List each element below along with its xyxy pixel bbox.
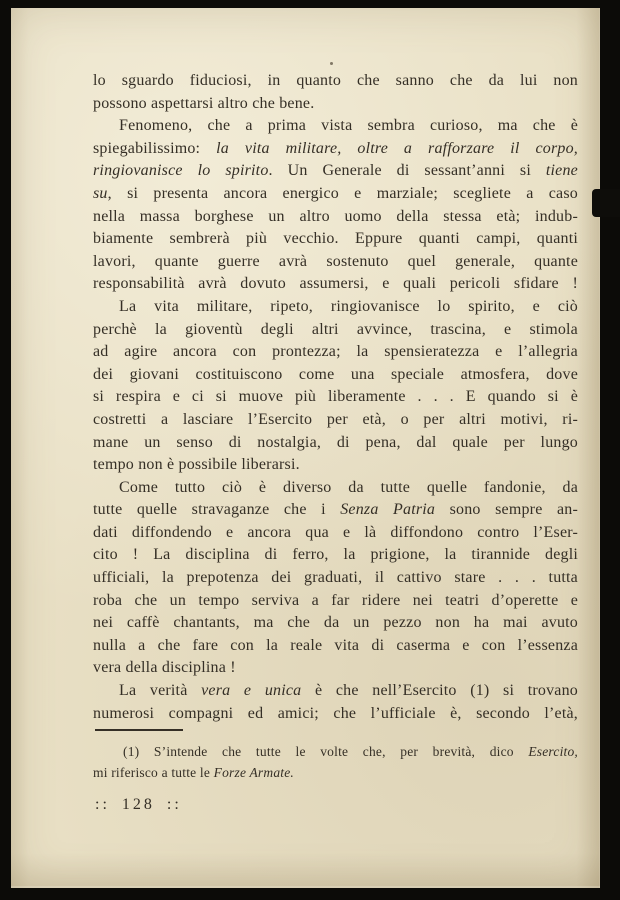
text-line [93,432,578,455]
text-line [93,409,578,432]
text-segment: è che nell’Esercito (1) si trovano [301,682,578,700]
text-segment: La verità [119,682,202,700]
text-segment: tempo non è possibile liberarsi. [93,456,300,474]
text-line [93,657,578,680]
text-segment: numerosi compagni ed amici; che l’ufficiale è, secondo l’età, [93,704,578,722]
italic-text-segment: su [93,184,108,202]
text-line [93,70,578,93]
text-line [93,742,578,763]
text-segment: sono sempre an- [435,501,578,519]
text-segment: nulla a che fare con la reale vita di caserma e con l’essenza [93,636,578,654]
text-segment: ufficiali, la prepotenza dei graduati, il cattivo stare . . . tutta [93,569,578,587]
scan-edge-artifact [592,189,620,217]
text-segment: . Un Generale di sessant’anni si [268,162,546,180]
text-line [93,273,578,296]
text-segment: Fenomeno, che a prima vista sembra curioso, ma che è [119,117,578,135]
text-line [93,386,578,409]
text-line [93,228,578,251]
italic-text-segment: la vita militare, oltre a rafforzare il corpo, [216,139,578,157]
text-segment: possono aspettarsi altro che bene. [93,94,315,112]
text-line [93,341,578,364]
text-segment: perchè la gioventù degli altri avvince, trascina, e stimola [93,320,578,338]
text-segment: Come tutto ciò è diverso da tutte quelle fandonie, da [119,478,578,496]
text-line [93,93,578,116]
italic-text-segment: vera e unica [201,682,302,700]
text-line [93,183,578,206]
text-segment: responsabilità avrà dovuto assumersi, e quali pericoli sfidare ! [93,275,578,293]
text-line [93,703,578,726]
text-segment: si respira e ci si muove più liberamente . . . E quando si è [93,388,578,406]
text-segment: cito ! La disciplina di ferro, la prigione, la tirannide degli [93,546,578,564]
text-line [93,612,578,635]
text-line [93,319,578,342]
page-number: :: 128 :: [95,796,182,813]
text-line [93,364,578,387]
text-segment: spiegabilissimo: [93,139,217,157]
text-segment: biamente sembrerà più vecchio. Eppure quanti campi, quanti [93,230,578,248]
text-line [93,251,578,274]
page-paper [11,8,600,888]
footnote-rule [95,729,183,731]
text-segment: tutte quelle stravaganze che i [93,501,341,519]
text-line [93,454,578,477]
text-segment: nella massa borghese un altro uomo della stessa età; indub- [93,207,578,225]
text-segment: vera della disciplina ! [93,659,236,677]
text-line [93,160,578,183]
text-line [93,522,578,545]
italic-text-segment: Senza Patria [340,501,436,519]
italic-text-segment: tiene [545,162,578,180]
text-line [93,544,578,567]
paper-speck [330,62,333,65]
text-line [93,567,578,590]
text-line [93,296,578,319]
text-line [93,763,578,784]
text-segment: roba che un tempo serviva a far ridere nei teatri d’operette e [93,591,578,609]
text-line [93,590,578,613]
text-segment: dei giovani costituiscono come una speciale atmosfera, dove [93,365,578,383]
text-line [93,499,578,522]
text-line [93,680,578,703]
text-line [93,138,578,161]
text-line [93,115,578,138]
body-text [93,70,578,725]
text-segment: ad agire ancora con prontezza; la spensieratezza e l’allegria [93,343,578,361]
text-segment: La vita militare, ripeto, ringiovanisce lo spirito, e ciò [119,297,578,315]
text-segment: lo sguardo fiduciosi, in quanto che sanno che da lui non [93,72,578,89]
text-segment: nei caffè chantants, ma che da un pezzo non ha mai avuto [93,614,578,632]
text-segment: mi riferisco a tutte le [93,764,214,780]
text-segment: lavori, quante guerre avrà sostenuto quel generale, quante [93,252,578,270]
italic-text-segment: Esercito, [528,744,578,759]
text-line [93,477,578,500]
italic-text-segment: Forze Armate. [213,764,294,780]
text-segment: mane un senso di nostalgia, di pena, dal quale per lungo [93,433,578,451]
text-segment: dati diffondendo e ancora qua e là diffondono contro l’Eser- [93,523,578,541]
text-segment: costretti a lasciare l’Esercito per età, o per altri motivi, ri- [93,410,578,428]
text-line [93,206,578,229]
text-line [93,635,578,658]
text-segment: (1) S’intende che tutte le volte che, per brevità, dico [123,744,529,759]
text-segment: , si presenta ancora energico e marziale; scegliete a caso [107,184,578,202]
italic-text-segment: ringiovanisce lo spirito [93,162,269,180]
footnote-text [93,742,578,783]
